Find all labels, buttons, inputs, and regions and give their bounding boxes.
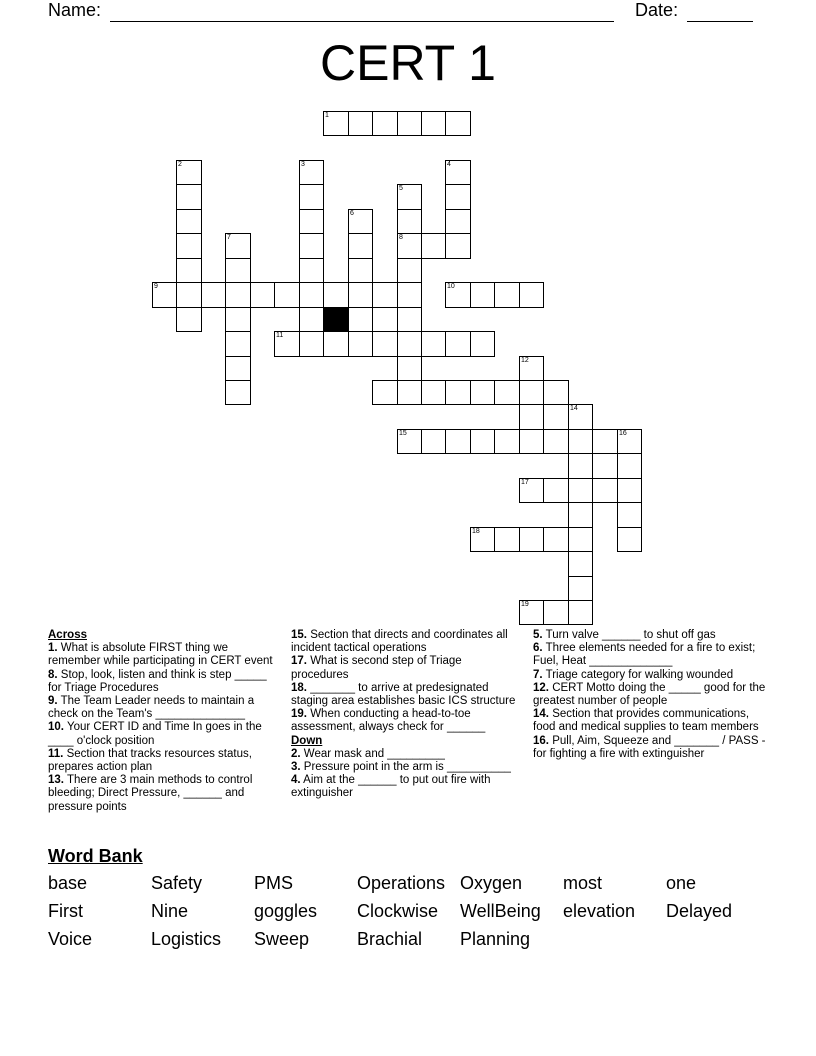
word-bank-item: Nine	[151, 901, 189, 921]
grid-cell[interactable]	[250, 282, 275, 308]
grid-cell[interactable]	[421, 233, 446, 259]
word-bank-item: Brachial	[357, 929, 423, 949]
grid-cell[interactable]	[397, 258, 422, 283]
grid-cell[interactable]	[617, 478, 642, 503]
grid-cell[interactable]	[299, 282, 324, 308]
grid-cell[interactable]	[397, 356, 422, 381]
clues-column-1	[48, 629, 280, 814]
grid-cell[interactable]	[617, 502, 642, 528]
clue-down-6: 6. Three elements needed for a fire to exist; Fuel, Heat _____________	[533, 642, 756, 668]
grid-cell[interactable]	[445, 160, 471, 185]
clue-number: 19	[521, 601, 529, 608]
clue-number: 6	[350, 210, 354, 217]
grid-cell[interactable]	[494, 527, 520, 552]
grid-cell[interactable]	[397, 184, 422, 210]
word-bank-item: Planning	[460, 929, 531, 949]
word-bank-item: Voice	[48, 929, 93, 949]
clue-number: 11	[276, 332, 284, 339]
grid-cell[interactable]	[470, 380, 495, 405]
grid-cell[interactable]	[421, 331, 446, 357]
black-cell	[323, 307, 349, 332]
grid-cell[interactable]	[568, 600, 593, 625]
grid-cell[interactable]	[225, 258, 251, 283]
clue-down-3: 3. Pressure point in the arm is __________	[291, 761, 511, 774]
page-title: CERT 1	[319, 35, 496, 91]
grid-cell[interactable]	[225, 307, 251, 332]
grid-cell[interactable]	[519, 282, 544, 308]
grid-cell[interactable]	[323, 331, 349, 357]
clue-down-14: 14. Section that provides communications, food and medical supplies to team members	[533, 708, 759, 734]
clue-number: 17	[521, 479, 529, 486]
clue-across-8: 8. Stop, look, listen and think is step _____ for Triage Procedures	[48, 668, 267, 694]
clue-down-5: 5. Turn valve ______ to shut off gas	[533, 629, 716, 641]
grid-cell[interactable]	[543, 478, 569, 503]
grid-cell[interactable]	[201, 282, 226, 308]
grid-cell[interactable]	[323, 282, 349, 308]
grid-cell[interactable]	[348, 209, 373, 234]
grid-cell[interactable]	[445, 331, 471, 357]
clue-number: 15	[399, 430, 407, 437]
clue-number: 10	[447, 283, 455, 290]
grid-cell[interactable]	[470, 282, 495, 308]
grid-cell[interactable]	[152, 282, 177, 308]
grid-cell[interactable]	[274, 331, 300, 357]
grid-cell[interactable]	[470, 331, 495, 357]
grid-cell[interactable]	[494, 429, 520, 454]
grid-cell[interactable]	[176, 307, 202, 332]
grid-cell[interactable]	[348, 258, 373, 283]
grid-cell[interactable]	[470, 429, 495, 454]
grid-cell[interactable]	[445, 184, 471, 210]
word-bank-item: most	[563, 873, 603, 893]
clue-across-15: 15. Section that directs and coordinates all incident tactical operations	[291, 629, 508, 655]
grid-cell[interactable]	[397, 282, 422, 308]
grid-cell[interactable]	[617, 453, 642, 479]
word-bank-item: Sweep	[254, 929, 310, 949]
clue-number: 2	[178, 161, 182, 168]
grid-cell[interactable]	[225, 380, 251, 405]
grid-cell[interactable]	[519, 356, 544, 381]
grid-cell[interactable]	[421, 380, 446, 405]
grid-cell[interactable]	[372, 282, 398, 308]
grid-cell[interactable]	[445, 282, 471, 308]
grid-cell[interactable]	[299, 184, 324, 210]
grid-cell[interactable]	[568, 576, 593, 601]
word-bank-item: goggles	[254, 901, 318, 921]
across-heading: Across	[48, 629, 87, 641]
grid-cell[interactable]	[543, 429, 569, 454]
grid-cell[interactable]	[519, 429, 544, 454]
grid-cell[interactable]	[225, 233, 251, 259]
grid-cell[interactable]	[225, 331, 251, 357]
grid-cell[interactable]	[299, 160, 324, 185]
grid-cell[interactable]	[176, 258, 202, 283]
grid-cell[interactable]	[470, 527, 495, 552]
grid-cell[interactable]	[445, 111, 471, 136]
grid-cell[interactable]	[445, 380, 471, 405]
grid-cell[interactable]	[568, 527, 593, 552]
grid-cell[interactable]	[494, 380, 520, 405]
grid-cell[interactable]	[176, 184, 202, 210]
grid-cell[interactable]	[519, 600, 544, 625]
clue-across-11: 11. Section that tracks resources status, prepares action plan	[48, 747, 252, 774]
grid-cell[interactable]	[299, 233, 324, 259]
word-bank-item: one	[666, 873, 697, 893]
down-heading: Down	[291, 734, 323, 747]
grid-cell[interactable]	[299, 209, 324, 234]
grid-cell[interactable]	[397, 233, 422, 259]
clue-number: 5	[399, 185, 403, 192]
clue-across-1: 1. What is absolute FIRST thing we remember while participating in CERT event	[48, 642, 273, 668]
name-label: Name:	[48, 0, 102, 20]
grid-cell[interactable]	[445, 429, 471, 454]
word-bank-item: elevation	[563, 901, 636, 921]
grid-cell[interactable]	[568, 551, 593, 577]
grid-cell[interactable]	[372, 380, 398, 405]
clue-down-12: 12. CERT Motto doing the _____ good for the greatest number of people	[533, 681, 766, 708]
clue-across-17: 17. What is second step of Triage procedures	[291, 655, 462, 681]
word-bank-item: Oxygen	[460, 873, 523, 893]
word-bank-item: First	[48, 901, 83, 921]
grid-cell[interactable]	[543, 600, 569, 625]
grid-cell[interactable]	[592, 429, 618, 454]
grid-cell[interactable]	[568, 429, 593, 454]
clue-down-7: 7. Triage category for walking wounded	[533, 668, 734, 681]
grid-cell[interactable]	[176, 209, 202, 234]
grid-cell[interactable]	[568, 453, 593, 479]
clues-column-3	[533, 629, 773, 761]
clue-across-9: 9. The Team Leader needs to maintain a check on the Team's ______________	[48, 695, 255, 721]
grid-cell[interactable]	[372, 331, 398, 357]
clue-number: 12	[521, 357, 529, 364]
clue-down-16: 16. Pull, Aim, Squeeze and _______ / PASS - for fighting a fire with extinguisher	[533, 734, 766, 760]
word-bank-item: WellBeing	[460, 901, 541, 921]
grid-cell[interactable]	[323, 111, 349, 136]
grid-cell[interactable]	[543, 527, 569, 552]
grid-cell[interactable]	[299, 331, 324, 357]
grid-cell[interactable]	[568, 502, 593, 528]
clue-number: 9	[154, 283, 158, 290]
grid-cell[interactable]	[348, 111, 373, 136]
word-bank-item: Delayed	[666, 901, 733, 921]
grid-cell[interactable]	[348, 282, 373, 308]
grid-cell[interactable]	[299, 258, 324, 283]
grid-cell[interactable]	[592, 478, 618, 503]
grid-cell[interactable]	[348, 331, 373, 357]
grid-cell[interactable]	[445, 209, 471, 234]
grid-cell[interactable]	[397, 307, 422, 332]
clue-number: 4	[447, 161, 451, 168]
grid-cell[interactable]	[421, 429, 446, 454]
grid-cell[interactable]	[568, 404, 593, 430]
date-label: Date:	[635, 0, 679, 20]
word-bank-item: Logistics	[151, 929, 222, 949]
clue-across-13: 13. There are 3 main methods to control bleeding; Direct Pressure, ______ and pressure points	[48, 774, 253, 813]
grid-cell[interactable]	[543, 380, 569, 405]
grid-cell[interactable]	[445, 233, 471, 259]
clue-across-10: 10. Your CERT ID and Time In goes in the ____ o'clock position	[48, 721, 262, 747]
grid-cell[interactable]	[617, 429, 642, 454]
clue-across-18: 18. _______ to arrive at predesignated staging area establishes basic ICS structure	[291, 681, 516, 708]
clue-across-19: 19. When conducting a head-to-toe assessment, always check for ______	[291, 708, 486, 734]
word-bank-title: Word Bank	[48, 846, 143, 866]
grid-cell[interactable]	[519, 380, 544, 405]
word-bank-item: Operations	[357, 873, 446, 893]
word-bank-item: base	[48, 873, 88, 893]
clue-number: 14	[570, 405, 578, 412]
grid-cell[interactable]	[519, 404, 544, 430]
grid-cell[interactable]	[397, 111, 422, 136]
grid-cell[interactable]	[397, 429, 422, 454]
grid-cell[interactable]	[397, 209, 422, 234]
grid-cell[interactable]	[274, 282, 300, 308]
clue-number: 8	[399, 234, 403, 241]
grid-cell[interactable]	[519, 478, 544, 503]
word-bank-item: Clockwise	[357, 901, 439, 921]
grid-cell[interactable]	[225, 282, 251, 308]
word-bank-item: PMS	[254, 873, 294, 893]
grid-cell[interactable]	[568, 478, 593, 503]
grid-cell[interactable]	[494, 282, 520, 308]
clue-number: 18	[472, 528, 480, 535]
grid-cell[interactable]	[397, 380, 422, 405]
clues-column-2	[291, 629, 519, 801]
clue-down-2: 2. Wear mask and _________	[291, 747, 445, 760]
clue-down-4: 4. Aim at the ______ to put out fire with extinguisher	[291, 774, 491, 800]
clue-number: 7	[227, 234, 231, 241]
grid-cell[interactable]	[176, 160, 202, 185]
clue-number: 1	[325, 112, 329, 119]
clue-number: 3	[301, 161, 305, 168]
clue-number: 16	[619, 430, 627, 437]
word-bank-item: Safety	[151, 873, 203, 893]
grid-cell[interactable]	[519, 527, 544, 552]
grid-cell[interactable]	[617, 527, 642, 552]
grid-cell[interactable]	[372, 111, 398, 136]
grid-cell[interactable]	[397, 331, 422, 357]
grid-cell[interactable]	[176, 282, 202, 308]
grid-cell[interactable]	[421, 111, 446, 136]
grid-cell[interactable]	[225, 356, 251, 381]
grid-cell[interactable]	[348, 233, 373, 259]
grid-cell[interactable]	[299, 307, 324, 332]
grid-cell[interactable]	[348, 307, 373, 332]
grid-cell[interactable]	[176, 233, 202, 259]
